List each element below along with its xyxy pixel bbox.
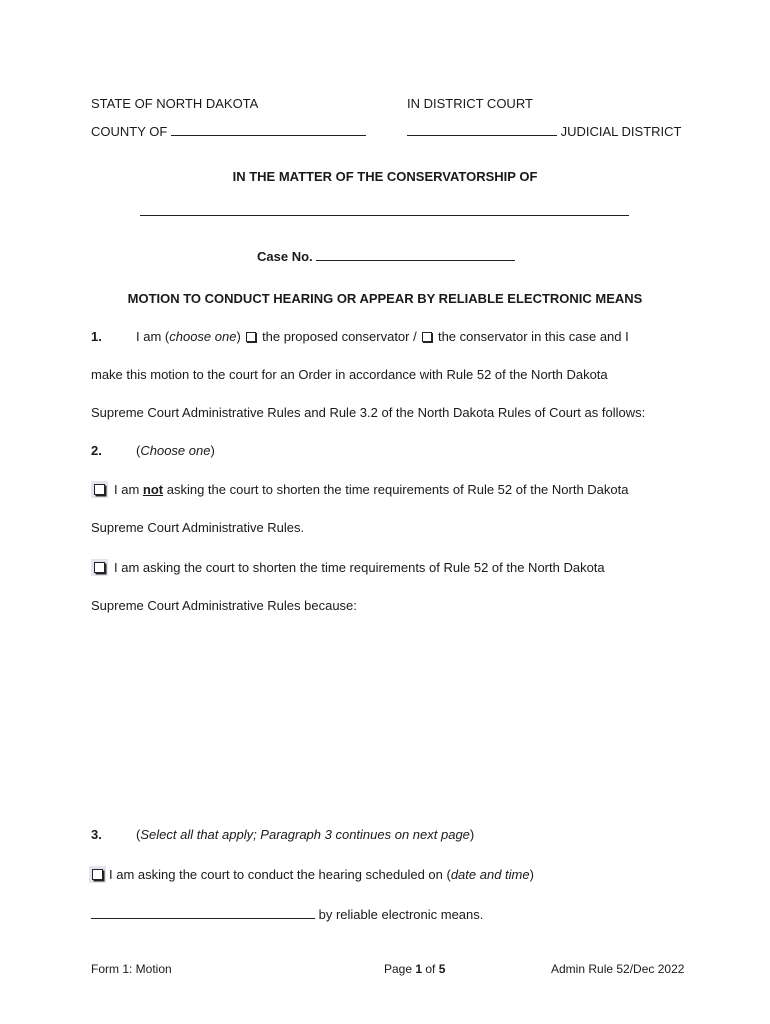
electronic-hearing-line2 <box>91 906 483 922</box>
shorten-label: I am asking the court to shorten the time requirements of Rule 52 of the North Dakota <box>114 560 605 575</box>
district-line <box>407 123 681 139</box>
option-not-shorten-line2: Supreme Court Administrative Rules. <box>91 520 305 535</box>
para2-choose: Choose one <box>140 443 211 458</box>
para2-instruction <box>136 443 215 458</box>
para3-instruction-text: Select all that apply; Paragraph 3 continues on next page <box>140 827 470 842</box>
footer-page-pre: Page <box>384 962 416 976</box>
para3-instruction <box>136 827 474 842</box>
respondent-name-line <box>140 203 629 219</box>
para1-line3: Supreme Court Administrative Rules and Rule 3.2 of the North Dakota Rules of Court as follows: <box>91 405 646 420</box>
not-shorten-checkbox[interactable] <box>91 481 108 498</box>
respondent-name-input[interactable] <box>140 203 629 216</box>
case-number-input[interactable] <box>316 248 515 261</box>
electronic-hearing-close: ) <box>529 867 534 882</box>
footer-page <box>384 962 445 976</box>
not-shorten-emphasis: not <box>142 482 164 497</box>
para2-open: ( <box>136 443 141 458</box>
footer-page-total: 5 <box>438 962 446 976</box>
footer-form: Form 1: Motion <box>91 962 172 976</box>
para2-number: 2. <box>91 443 102 458</box>
hearing-date-input[interactable] <box>91 906 315 919</box>
judicial-district-label: JUDICIAL DISTRICT <box>560 124 682 139</box>
shorten-checkbox[interactable] <box>91 559 108 576</box>
matter-title: IN THE MATTER OF THE CONSERVATORSHIP OF <box>232 169 538 184</box>
county-input[interactable] <box>171 123 366 136</box>
case-number-label: Case No. <box>257 249 313 264</box>
para3-open: ( <box>136 827 141 842</box>
option-shorten <box>91 559 605 576</box>
conservator-checkbox[interactable] <box>422 332 432 342</box>
state-heading: STATE OF NORTH DAKOTA <box>91 96 259 111</box>
not-shorten-post: asking the court to shorten the time requirements of Rule 52 of the North Dakota <box>163 482 629 497</box>
para1-number: 1. <box>91 329 102 344</box>
footer-page-of: of <box>422 962 439 976</box>
electronic-hearing-suffix: by reliable electronic means. <box>318 907 484 922</box>
footer-page-number: 1 <box>415 962 423 976</box>
para1-lead: I am ( <box>136 329 170 344</box>
electronic-hearing-date-label: date and time <box>450 867 530 882</box>
para1-line1 <box>136 329 629 344</box>
option-not-shorten <box>91 481 628 498</box>
proposed-conservator-label: the proposed conservator / <box>262 329 417 344</box>
electronic-hearing-checkbox[interactable] <box>89 866 106 883</box>
proposed-conservator-checkbox[interactable] <box>246 332 256 342</box>
para1-choose: choose one <box>169 329 237 344</box>
para1-line2: make this motion to the court for an Order in accordance with Rule 52 of the North Dakota <box>91 367 608 382</box>
county-line <box>91 123 366 139</box>
electronic-hearing-pre: I am asking the court to conduct the hearing scheduled on ( <box>109 867 451 882</box>
case-number-line <box>257 248 515 264</box>
footer-rule: Admin Rule 52/Dec 2022 <box>551 962 685 976</box>
county-label: COUNTY OF <box>91 124 168 139</box>
court-heading: IN DISTRICT COURT <box>407 96 533 111</box>
judicial-district-input[interactable] <box>407 123 557 136</box>
para2-close: ) <box>210 443 215 458</box>
para1-close: ) <box>236 329 241 344</box>
para3-number: 3. <box>91 827 102 842</box>
motion-title: MOTION TO CONDUCT HEARING OR APPEAR BY RELIABLE ELECTRONIC MEANS <box>127 291 643 306</box>
conservator-label: the conservator in this case and I <box>437 329 629 344</box>
para3-close: ) <box>469 827 475 842</box>
option-electronic-hearing <box>89 866 534 883</box>
option-shorten-line2: Supreme Court Administrative Rules because: <box>91 598 357 613</box>
not-shorten-pre: I am <box>114 482 143 497</box>
